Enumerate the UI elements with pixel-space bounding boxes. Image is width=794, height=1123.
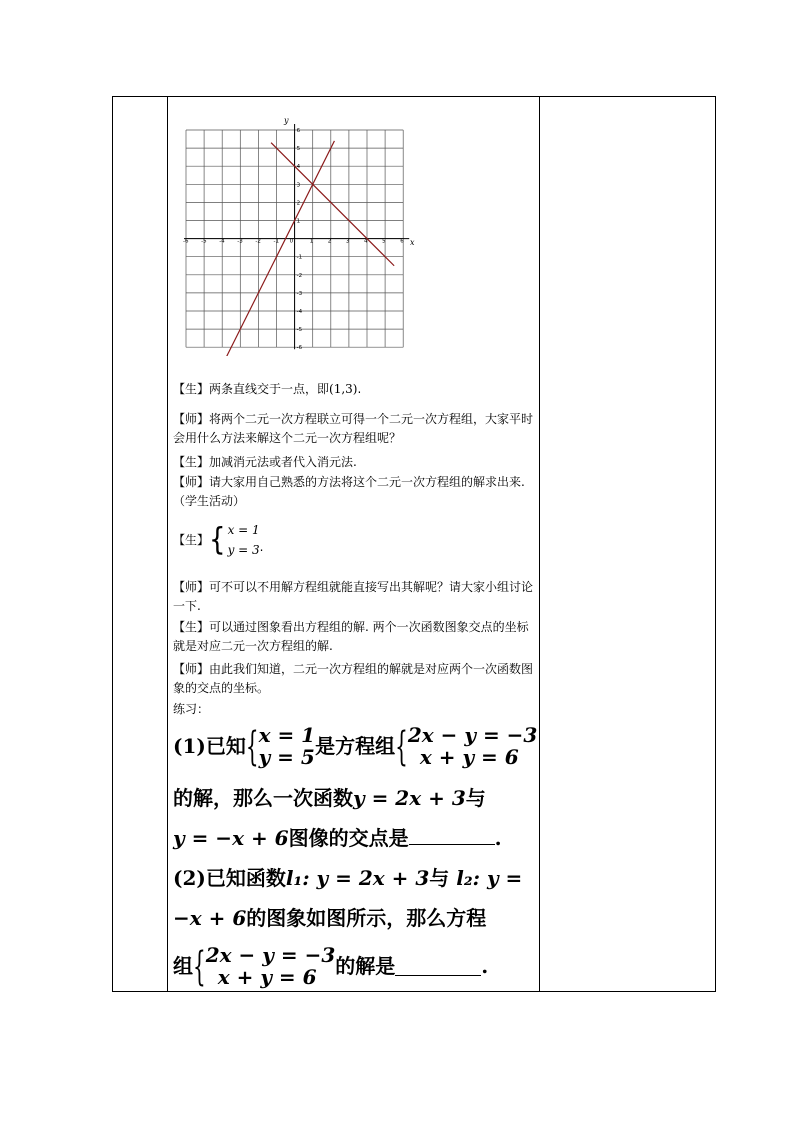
coordinate-graph bbox=[172, 112, 420, 356]
y-tick-label: -3 bbox=[296, 290, 303, 297]
x-tick-label: -5 bbox=[201, 238, 207, 245]
x-tick-label: 3 bbox=[345, 238, 350, 245]
dialogue-line-6: 【师】可不可以不用解方程组就能直接写出其解呢？请大家小组讨论一下. bbox=[173, 580, 534, 613]
exercise-2-line-2: −x + 6的图象如图所示，那么方程 bbox=[173, 906, 487, 930]
x-axis-label: x bbox=[410, 238, 415, 247]
y-tick-label: -2 bbox=[296, 272, 303, 279]
graph-grid bbox=[184, 124, 409, 352]
y-axis-label: y bbox=[284, 116, 289, 125]
dialogue-line-5: 【生】 { x = 1 y = 3 . bbox=[173, 521, 264, 558]
x-tick-label: 4 bbox=[364, 238, 368, 245]
dialogue-line-8: 【师】由此我们知道，二元一次方程组的解就是对应两个一次函数图象的交点的坐标。 bbox=[173, 662, 534, 695]
column-divider bbox=[167, 97, 168, 991]
answer-blank bbox=[395, 957, 481, 976]
line-y-2x-plus-1 bbox=[210, 141, 335, 356]
graph-ticks bbox=[183, 128, 404, 351]
dialogue-line-4: 【师】请大家用自己熟悉的方法将这个二元一次方程组的解求出来.（学生活动） bbox=[173, 475, 525, 508]
x-tick-label: 1 bbox=[309, 238, 314, 245]
column-divider bbox=[539, 97, 540, 991]
dialogue-line-2: 【师】将两个二元一次方程联立可得一个二元一次方程组，大家平时会用什么方法来解这个二元一次方程组呢？ bbox=[173, 412, 534, 445]
y-tick-label: 5 bbox=[296, 146, 301, 153]
line-y-neg-x-plus-4 bbox=[271, 143, 394, 266]
dialogue-line-3: 【生】加减消元法或者代入消元法. bbox=[173, 455, 357, 469]
y-tick-label: -1 bbox=[296, 254, 303, 261]
exercise-1-line-1: (1)已知 { x = 1 y = 5 是方程组 { 2x − y = −3 x + y = 6 bbox=[173, 722, 538, 770]
x-tick-label: -3 bbox=[237, 238, 243, 245]
x-tick-label: 6 bbox=[400, 238, 404, 245]
practice-label: 练习： bbox=[173, 702, 210, 716]
y-tick-label: 2 bbox=[296, 200, 301, 207]
x-tick-label: -4 bbox=[219, 238, 225, 245]
y-tick-label: 3 bbox=[296, 182, 301, 189]
x-tick-label: -6 bbox=[183, 238, 189, 245]
exercise-1-line-2: 的解，那么一次函数y = 2x + 3与 bbox=[173, 786, 486, 810]
y-tick-label: 1 bbox=[296, 218, 301, 225]
y-tick-label: -5 bbox=[296, 327, 303, 334]
exercise-2-line-1: (2)已知函数l₁: y = 2x + 3与 l₂: y = bbox=[173, 866, 523, 890]
y-tick-label: -6 bbox=[296, 345, 303, 352]
y-tick-label: 6 bbox=[296, 128, 301, 134]
x-tick-label: 0 bbox=[289, 238, 294, 245]
x-tick-label: -2 bbox=[255, 238, 261, 245]
x-tick-label: 5 bbox=[382, 238, 386, 245]
dialogue-line-1: 【生】两条直线交于一点，即(1,3). bbox=[173, 382, 362, 396]
answer-blank bbox=[409, 826, 495, 845]
exercise-1-line-3: y = −x + 6图像的交点是 . bbox=[173, 826, 502, 850]
exercise-2-line-3: 组 { 2x − y = −3 x + y = 6 的解是 . bbox=[173, 942, 489, 990]
x-tick-label: 2 bbox=[327, 238, 332, 245]
y-tick-label: -4 bbox=[296, 309, 303, 315]
x-tick-label: -1 bbox=[273, 238, 279, 245]
dialogue-line-7: 【生】可以通过图象看出方程组的解. 两个一次函数图象交点的坐标就是对应二元一次方程组的解. bbox=[173, 620, 529, 653]
y-tick-label: 4 bbox=[296, 164, 301, 171]
